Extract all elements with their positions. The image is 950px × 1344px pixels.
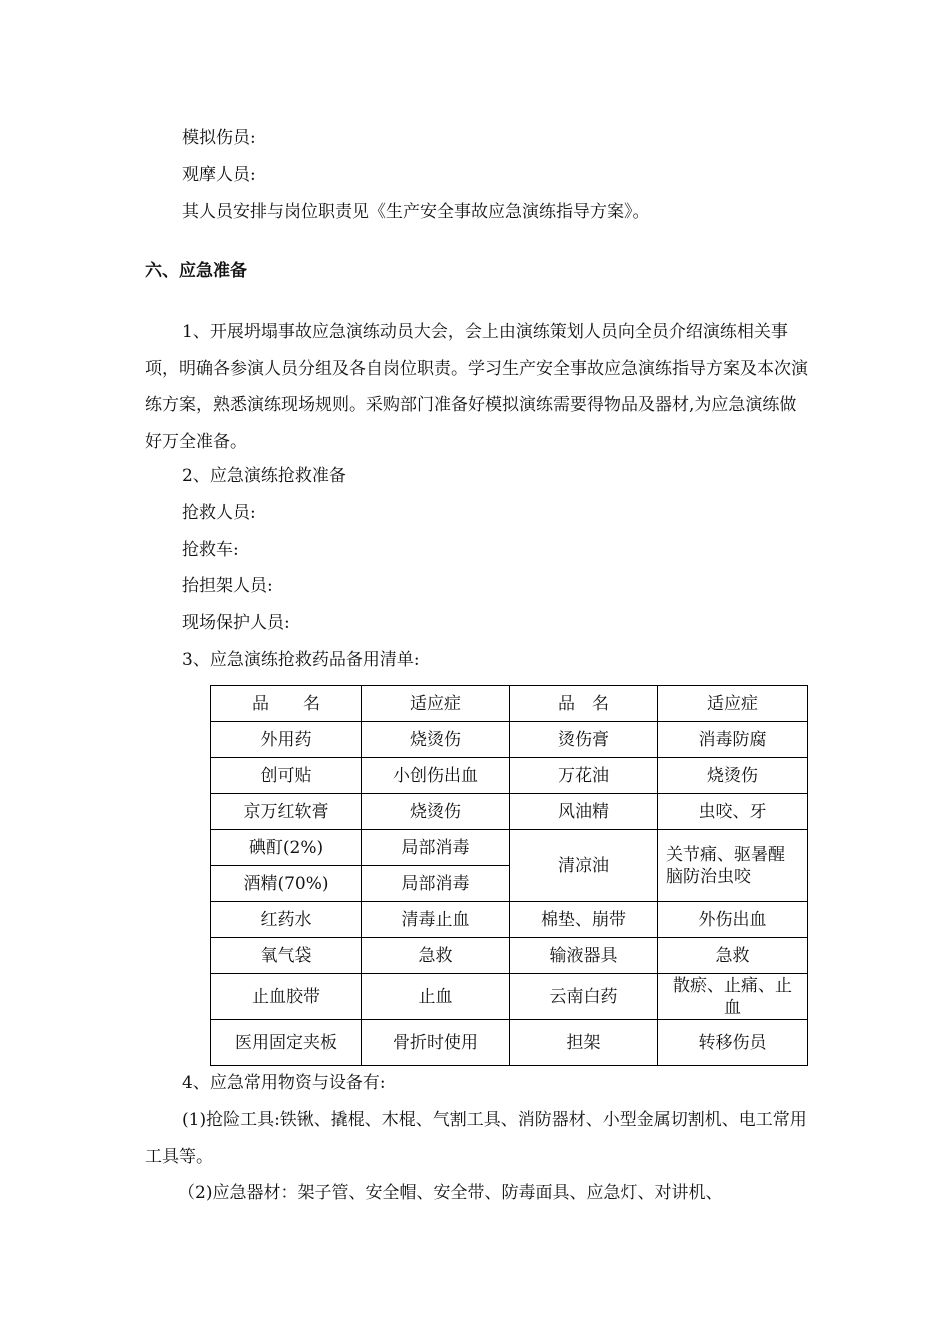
rescue-staff-line: 抢救人员: <box>182 503 256 523</box>
table-cell: 清凉油 <box>510 830 658 902</box>
table-cell: 烧烫伤 <box>658 758 808 794</box>
table-cell: 骨折时使用 <box>362 1020 510 1066</box>
table-row <box>211 794 808 830</box>
emergency-equipment-line: （2)应急器材：架子管、安全帽、安全带、防毒面具、应急灯、对讲机、 <box>178 1183 723 1203</box>
staff-arrangement-line: 其人员安排与岗位职责见《生产安全事故应急演练指导方案》。 <box>182 202 650 222</box>
table-cell: 烧烫伤 <box>362 794 510 830</box>
supplies-heading: 4、应急常用物资与设备有: <box>182 1073 386 1093</box>
table-cell: 止血 <box>362 974 510 1020</box>
observer-line: 观摩人员: <box>182 165 256 185</box>
paragraph-mobilization: 1、开展坍塌事故应急演练动员大会，会上由演练策划人员向全员介绍演练相关事项，明确各参演人员分组及各自岗位职责。学习生产安全事故应急演练指导方案及本次演练方案，熟悉演练现场规则。采购部门准备好模拟演练需要得物品及器材,为应急演练做好万全准备。 <box>145 322 808 452</box>
table-row <box>211 974 808 1020</box>
header-cell: 品 名 <box>211 686 362 722</box>
table-cell: 转移伤员 <box>658 1020 808 1066</box>
header-cell: 品 名 <box>510 686 658 722</box>
table-row <box>211 758 808 794</box>
table-cell: 止血胶带 <box>211 974 362 1020</box>
table-cell: 虫咬、牙 <box>658 794 808 830</box>
section-title: 六、应急准备 <box>145 261 247 281</box>
table-cell: 外伤出血 <box>658 902 808 938</box>
table-cell: 小创伤出血 <box>362 758 510 794</box>
table-row <box>211 722 808 758</box>
medicine-list-heading: 3、应急演练抢救药品备用清单: <box>182 650 420 670</box>
table-cell: 烫伤膏 <box>510 722 658 758</box>
table-cell: 急救 <box>362 938 510 974</box>
table-row <box>211 1020 808 1066</box>
table-cell: 消毒防腐 <box>658 722 808 758</box>
table-cell: 酒精(70%) <box>211 866 362 902</box>
table-cell: 清毒止血 <box>362 902 510 938</box>
table-cell: 云南白药 <box>510 974 658 1020</box>
table-row <box>211 830 808 866</box>
stretcher-staff-line: 抬担架人员: <box>182 576 273 596</box>
table-cell: 京万红软膏 <box>211 794 362 830</box>
table-cell: 碘酊(2%) <box>211 830 362 866</box>
table-cell: 万花油 <box>510 758 658 794</box>
rescue-tools-paragraph: (1)抢险工具:铁锹、撬棍、木棍、气割工具、消防器材、小型金属切割机、电工常用工具等。 <box>145 1110 807 1167</box>
table-cell: 局部消毒 <box>362 830 510 866</box>
rescue-prep-heading: 2、应急演练抢救准备 <box>182 466 346 486</box>
table-cell: 烧烫伤 <box>362 722 510 758</box>
table-cell: 氧气袋 <box>211 938 362 974</box>
table-cell: 红药水 <box>211 902 362 938</box>
table-cell: 散瘀、止痛、止血 <box>658 974 808 1020</box>
header-cell: 适应症 <box>658 686 808 722</box>
table-row <box>211 902 808 938</box>
table-cell: 输液器具 <box>510 938 658 974</box>
table-header-row <box>211 686 808 722</box>
medicine-table <box>210 685 808 1066</box>
table-cell: 医用固定夹板 <box>211 1020 362 1066</box>
table-cell: 棉垫、崩带 <box>510 902 658 938</box>
simulated-casualty-line: 模拟伤员: <box>182 128 256 148</box>
header-cell: 适应症 <box>362 686 510 722</box>
table-cell: 外用药 <box>211 722 362 758</box>
table-row <box>211 938 808 974</box>
table-cell: 担架 <box>510 1020 658 1066</box>
rescue-car-line: 抢救车: <box>182 540 239 560</box>
site-guard-line: 现场保护人员: <box>182 613 290 633</box>
table-cell: 急救 <box>658 938 808 974</box>
table-cell: 关节痛、驱暑醒脑防治虫咬 <box>658 830 808 902</box>
table-cell: 风油精 <box>510 794 658 830</box>
table-cell: 局部消毒 <box>362 866 510 902</box>
table-cell: 创可贴 <box>211 758 362 794</box>
